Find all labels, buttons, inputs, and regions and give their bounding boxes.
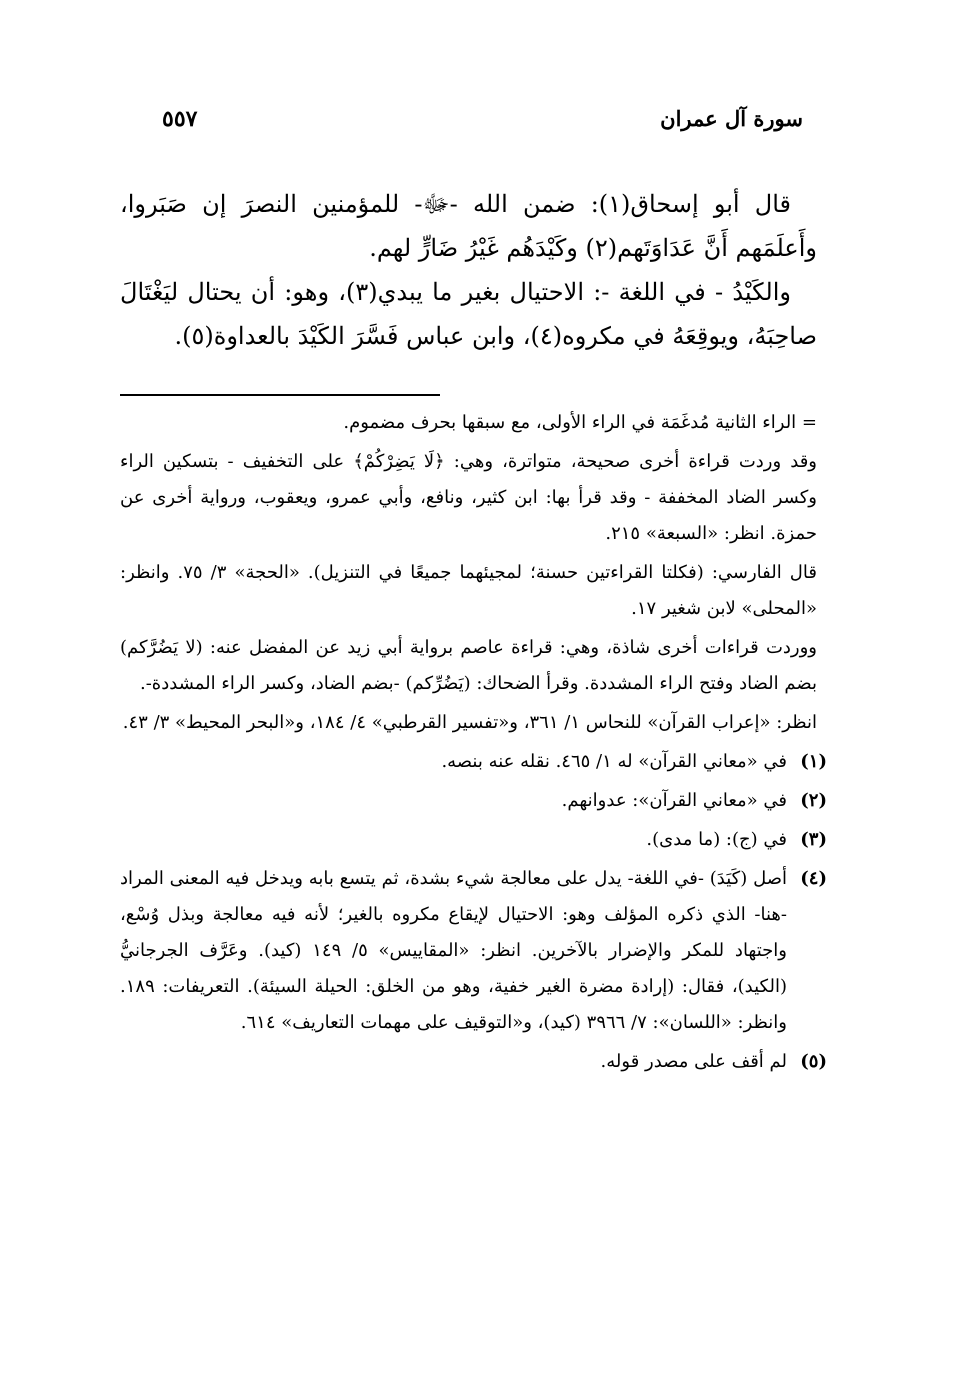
footnote-2 bbox=[120, 783, 827, 819]
footnote-continuation: ووردت قراءات أخرى شاذة، وهي: قراءة عاصم برواية أبي زيد عن المفضل عنه: (لا يَضُرَّكم) بضم الضاد وفتح الراء المشددة. وقرأ الضحاك: (يَضُرِّكم) -بضم الضاد، وكسر الراء المشددة-. bbox=[120, 637, 817, 694]
footnote-number: (٤) bbox=[800, 868, 827, 889]
footnote-continuation: قال الفارسي: (فكلتا القراءتين حسنة؛ لمجيئهما جميعًا في التنزيل). «الحجة» ٣/ ٧٥. وانظر: «المحلى» لابن شغير ١٧. bbox=[120, 562, 817, 619]
footnote-continuation: وقد وردت قراءة أخرى صحيحة، متواترة، وهي: ﴿لَا يَضِرْكُمْ﴾ على التخفيف - بتسكين الراء وكسر الضاد المخففة - وقد قرأ بها: ابن كثير، ونافع، وأبي عمرو، ويعقوب، ورواية أخرى عن حمزة. انظر: «السبعة» ٢١٥. bbox=[120, 451, 817, 544]
footnote-number: (٥) bbox=[800, 1051, 827, 1072]
footnote-text: في «معاني القرآن»: عدوانهم. bbox=[561, 790, 787, 811]
footnote-1 bbox=[120, 744, 827, 780]
footnote-continuation: انظر: «إعراب القرآن» للنحاس ١/ ٣٦١، و«تفسير القرطبي» ٤/ ١٨٤، و«البحر المحيط» ٣/ ٤٣. bbox=[122, 712, 817, 733]
main-text bbox=[120, 182, 817, 358]
footnote-3 bbox=[120, 822, 827, 858]
footnote-text: لم أقف على مصدر قوله. bbox=[600, 1051, 787, 1072]
footnote-number: (٢) bbox=[800, 790, 827, 811]
footnote-separator bbox=[120, 394, 440, 396]
page-number: ٥٥٧ bbox=[162, 106, 198, 132]
running-title: سورة آل عمران bbox=[660, 106, 803, 131]
main-paragraph: قال أبو إسحاق(١): ضمن الله -ﷻ- للمؤمنين النصرَ إن صَبَروا، وأَعلَمَهم أَنَّ عَدَاوَتَهم(٢) وكَيْدَهُم غَيْرُ ضَارٍّ لهم. bbox=[120, 190, 817, 262]
footnote-5 bbox=[120, 1044, 827, 1080]
main-paragraph: والكَيْدُ - في اللغة -: الاحتيال بغير ما يبدي(٣)، وهو: أن يحتال ليَغْتَالَ صاحِبَهُ، ويوقِعَهُ في مكروه(٤)، وابن عباس فَسَّرَ الكَيْدَ بالعداوة(٥). bbox=[120, 278, 817, 350]
footnotes bbox=[120, 405, 827, 1083]
footnote-number: (١) bbox=[800, 751, 827, 772]
page-header bbox=[120, 106, 855, 146]
footnote-text: أصل (كَيَدَ) -في اللغة- يدل على معالجة شيء بشدة، ثم يتسع بابه ويدخل فيه المعنى المراد -هنا- الذي ذكره المؤلف وهو: الاحتيال لإيقاع مكروه بالغير؛ لأنه فيه معالجة وبذل وُسْع، واجتهاد للمكر والإضرار بالآخرين. انظر: «المقاييس» ٥/ ١٤٩ (كيد). وعَرَّف الجرجانيُّ (الكيد)، فقال: (إرادة مضرة الغير خفية، وهو من الخلق: الحيلة السيئة). التعريفات: ١٨٩. وانظر: «اللسان»: ٧/ ٣٩٦٦ (كيد)، و«التوقيف على مهمات التعاريف» ٦١٤. bbox=[120, 868, 788, 1033]
footnote-number: (٣) bbox=[800, 829, 827, 850]
footnote-4 bbox=[120, 861, 827, 1041]
footnote-text: في «معاني القرآن» له ١/ ٤٦٥. نقله عنه بنصه. bbox=[441, 751, 787, 772]
footnote-text: في (ج): (ما مدى). bbox=[646, 829, 787, 850]
footnote-continuation: = الراء الثانية مُدغَمَة في الراء الأولى، مع سبقها بحرف مضموم. bbox=[343, 412, 817, 433]
